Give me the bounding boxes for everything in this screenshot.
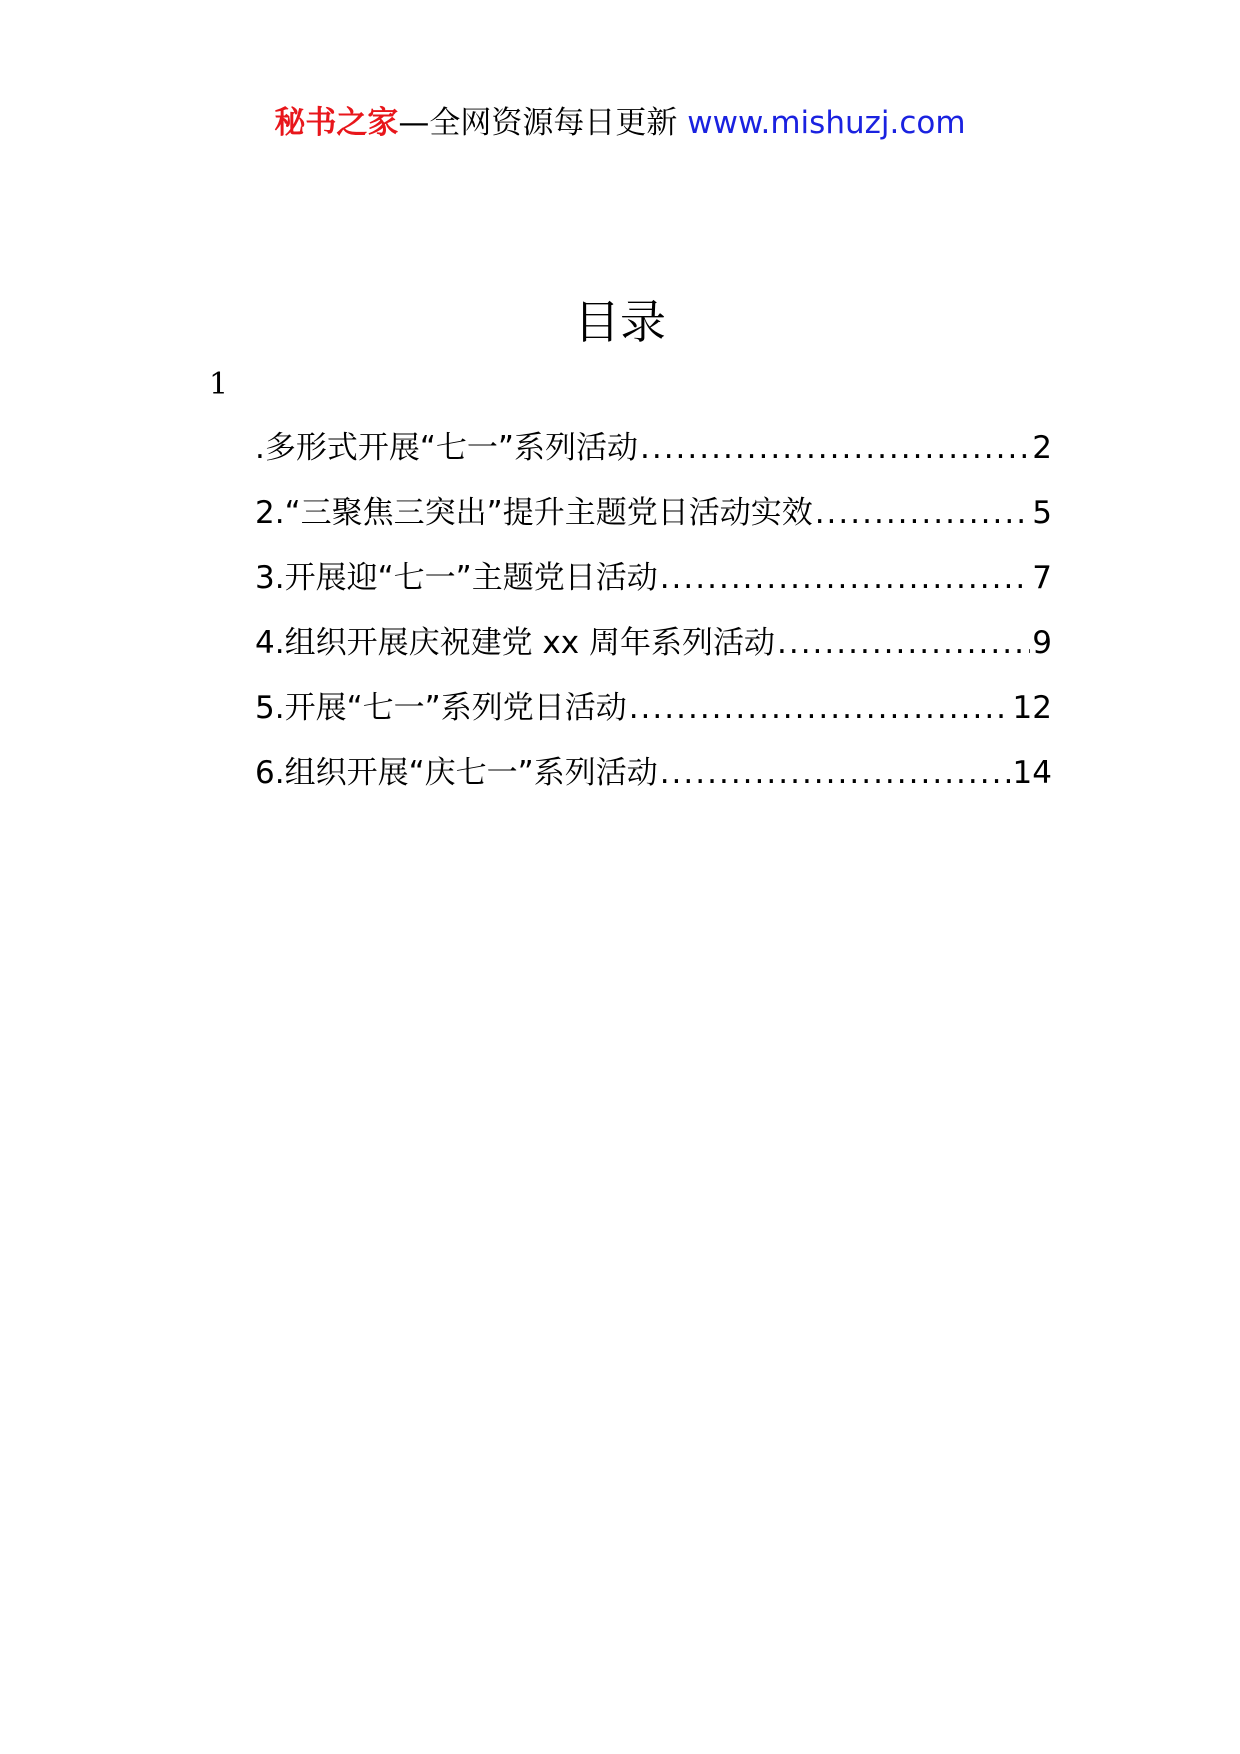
toc-page-number: 7 (1032, 560, 1052, 596)
toc-page-number: 2 (1032, 430, 1052, 466)
toc-entry-label: 6.组织开展“庆七一”系列活动 (255, 755, 658, 791)
site-url-link[interactable]: www.mishuzj.com (687, 105, 966, 141)
site-header (0, 100, 1240, 146)
toc-dot-leader (815, 491, 1031, 535)
page-title: 目录 (574, 295, 666, 349)
toc-page-number: 5 (1032, 495, 1052, 531)
brand-name: 秘书之家 (274, 105, 399, 141)
toc-dot-leader (629, 686, 1011, 730)
toc-entry-label: 2.“三聚焦三突出”提升主题党日活动实效 (255, 495, 813, 531)
toc-entry[interactable] (255, 686, 1052, 751)
toc-entry[interactable] (255, 621, 1052, 686)
toc-entry-label: 4.组织开展庆祝建党 xx 周年系列活动 (255, 625, 775, 661)
toc-entry[interactable] (255, 556, 1052, 621)
header-slogan: —全网资源每日更新 (398, 105, 678, 141)
table-of-contents (255, 426, 1052, 816)
toc-entry-label: .多形式开展“七一”系列活动 (255, 430, 638, 466)
toc-entry-label: 5.开展“七一”系列党日活动 (255, 690, 627, 726)
toc-dot-leader (660, 556, 1031, 600)
toc-dot-leader (660, 751, 1011, 795)
toc-entry[interactable] (255, 426, 1052, 491)
toc-entry[interactable] (255, 751, 1052, 816)
toc-entry[interactable] (255, 491, 1052, 556)
toc-dot-leader (777, 621, 1030, 665)
toc-dot-leader (640, 426, 1030, 470)
toc-page-number: 14 (1012, 755, 1052, 791)
stray-number: 1 (209, 367, 229, 402)
toc-entry-label: 3.开展迎“七一”主题党日活动 (255, 560, 658, 596)
toc-page-number: 9 (1032, 625, 1052, 661)
toc-page-number: 12 (1012, 690, 1052, 726)
